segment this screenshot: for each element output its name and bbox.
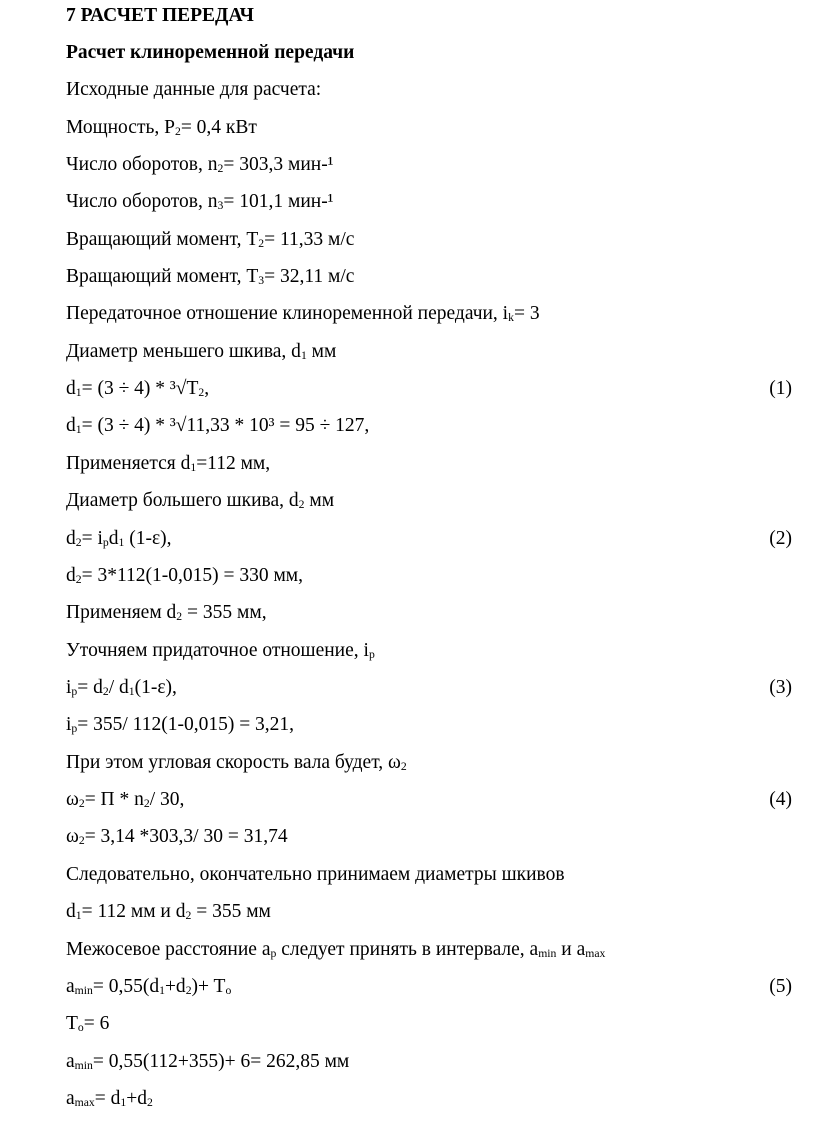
text-line: Уточняем придаточное отношение, $i_p$ — [66, 640, 375, 661]
text-line: Вращающий момент, $T_3= 32,11$ м/с — [66, 266, 355, 287]
text-line: Исходные данные для расчета: — [66, 79, 322, 100]
equation-number: (1) — [769, 378, 792, 399]
formula-line: $\omega_2= П * n_2/$ 30, (4) — [66, 789, 792, 810]
text-line: Число оборотов, $n_2= 303,3$ мин-¹ — [66, 154, 334, 175]
text-line: Вращающий момент, $T_2= 11,33$ м/с — [66, 229, 355, 250]
formula-line: $a_{min}= 0,55(d_1+d_2)+ T_o$ (5) — [66, 976, 792, 997]
text-line: Диаметр большего шкива, $d_2$ мм — [66, 490, 335, 511]
text-line: Диаметр меньшего шкива, $d_1$ мм — [66, 341, 337, 362]
text-line: Применяем $d_2 = 355$ мм, — [66, 602, 267, 623]
equation-number: (3) — [769, 677, 792, 698]
text-line: Мощность, $P_2= 0,4$ кВт — [66, 117, 257, 138]
text-line: Применяется $d_1=112$ мм, — [66, 453, 271, 474]
formula-line: $i_p= d_2/$ $d_1(1-\varepsilon)$, (3) — [66, 677, 792, 698]
formula-line: $a_{max}= d_1+d_2$ — [66, 1088, 153, 1109]
formula-line: $i_p= 355/$ 112(1-0,015) = 3,21, — [66, 714, 295, 735]
equation-number: (2) — [769, 528, 792, 549]
text-line: Число оборотов, $n_3= 101,1$ мин-¹ — [66, 191, 334, 212]
equation-number: (4) — [769, 789, 792, 810]
text-line: $d_1= 112$ мм и $d_2 = 355$ мм — [66, 901, 271, 922]
subsection-heading: Расчет клиноременной передачи — [66, 42, 355, 63]
formula-line: $a_{min}= 0,55(112+355)+ 6= 262,85$ мм — [66, 1051, 350, 1072]
formula-line: $d_2= i_pd_1$ (1-ε), (2) — [66, 528, 792, 549]
equation-number: (5) — [769, 976, 792, 997]
section-heading: 7 РАСЧЕТ ПЕРЕДАЧ — [66, 5, 254, 26]
formula-line: $\omega_2= 3,14$ *303,3/ 30 = 31,74 — [66, 826, 288, 847]
formula-line: $d_2= 3*112(1-0,015) = 330$ мм, — [66, 565, 304, 586]
text-line: Передаточное отношение клиноременной передачи, $i_k= 3$ — [66, 303, 540, 324]
formula-line: $T_o= 6$ — [66, 1013, 110, 1034]
text-line: Межосевое расстояние $a_p$ следует принять в интервале, $a_{min}$ и $a_{max}$ — [66, 939, 606, 960]
formula-line: $d_1= (3 \div 4) * ^3√T_2$, (1) — [66, 378, 792, 399]
text-line: Следовательно, окончательно принимаем диаметры шкивов — [66, 864, 565, 885]
text-line: При этом угловая скорость вала будет, $\omega_2$ — [66, 752, 407, 773]
formula-line: $d_1= (3 \div 4) * ^3√11,33 * 10^3 = 95 \div 127$, — [66, 415, 370, 436]
